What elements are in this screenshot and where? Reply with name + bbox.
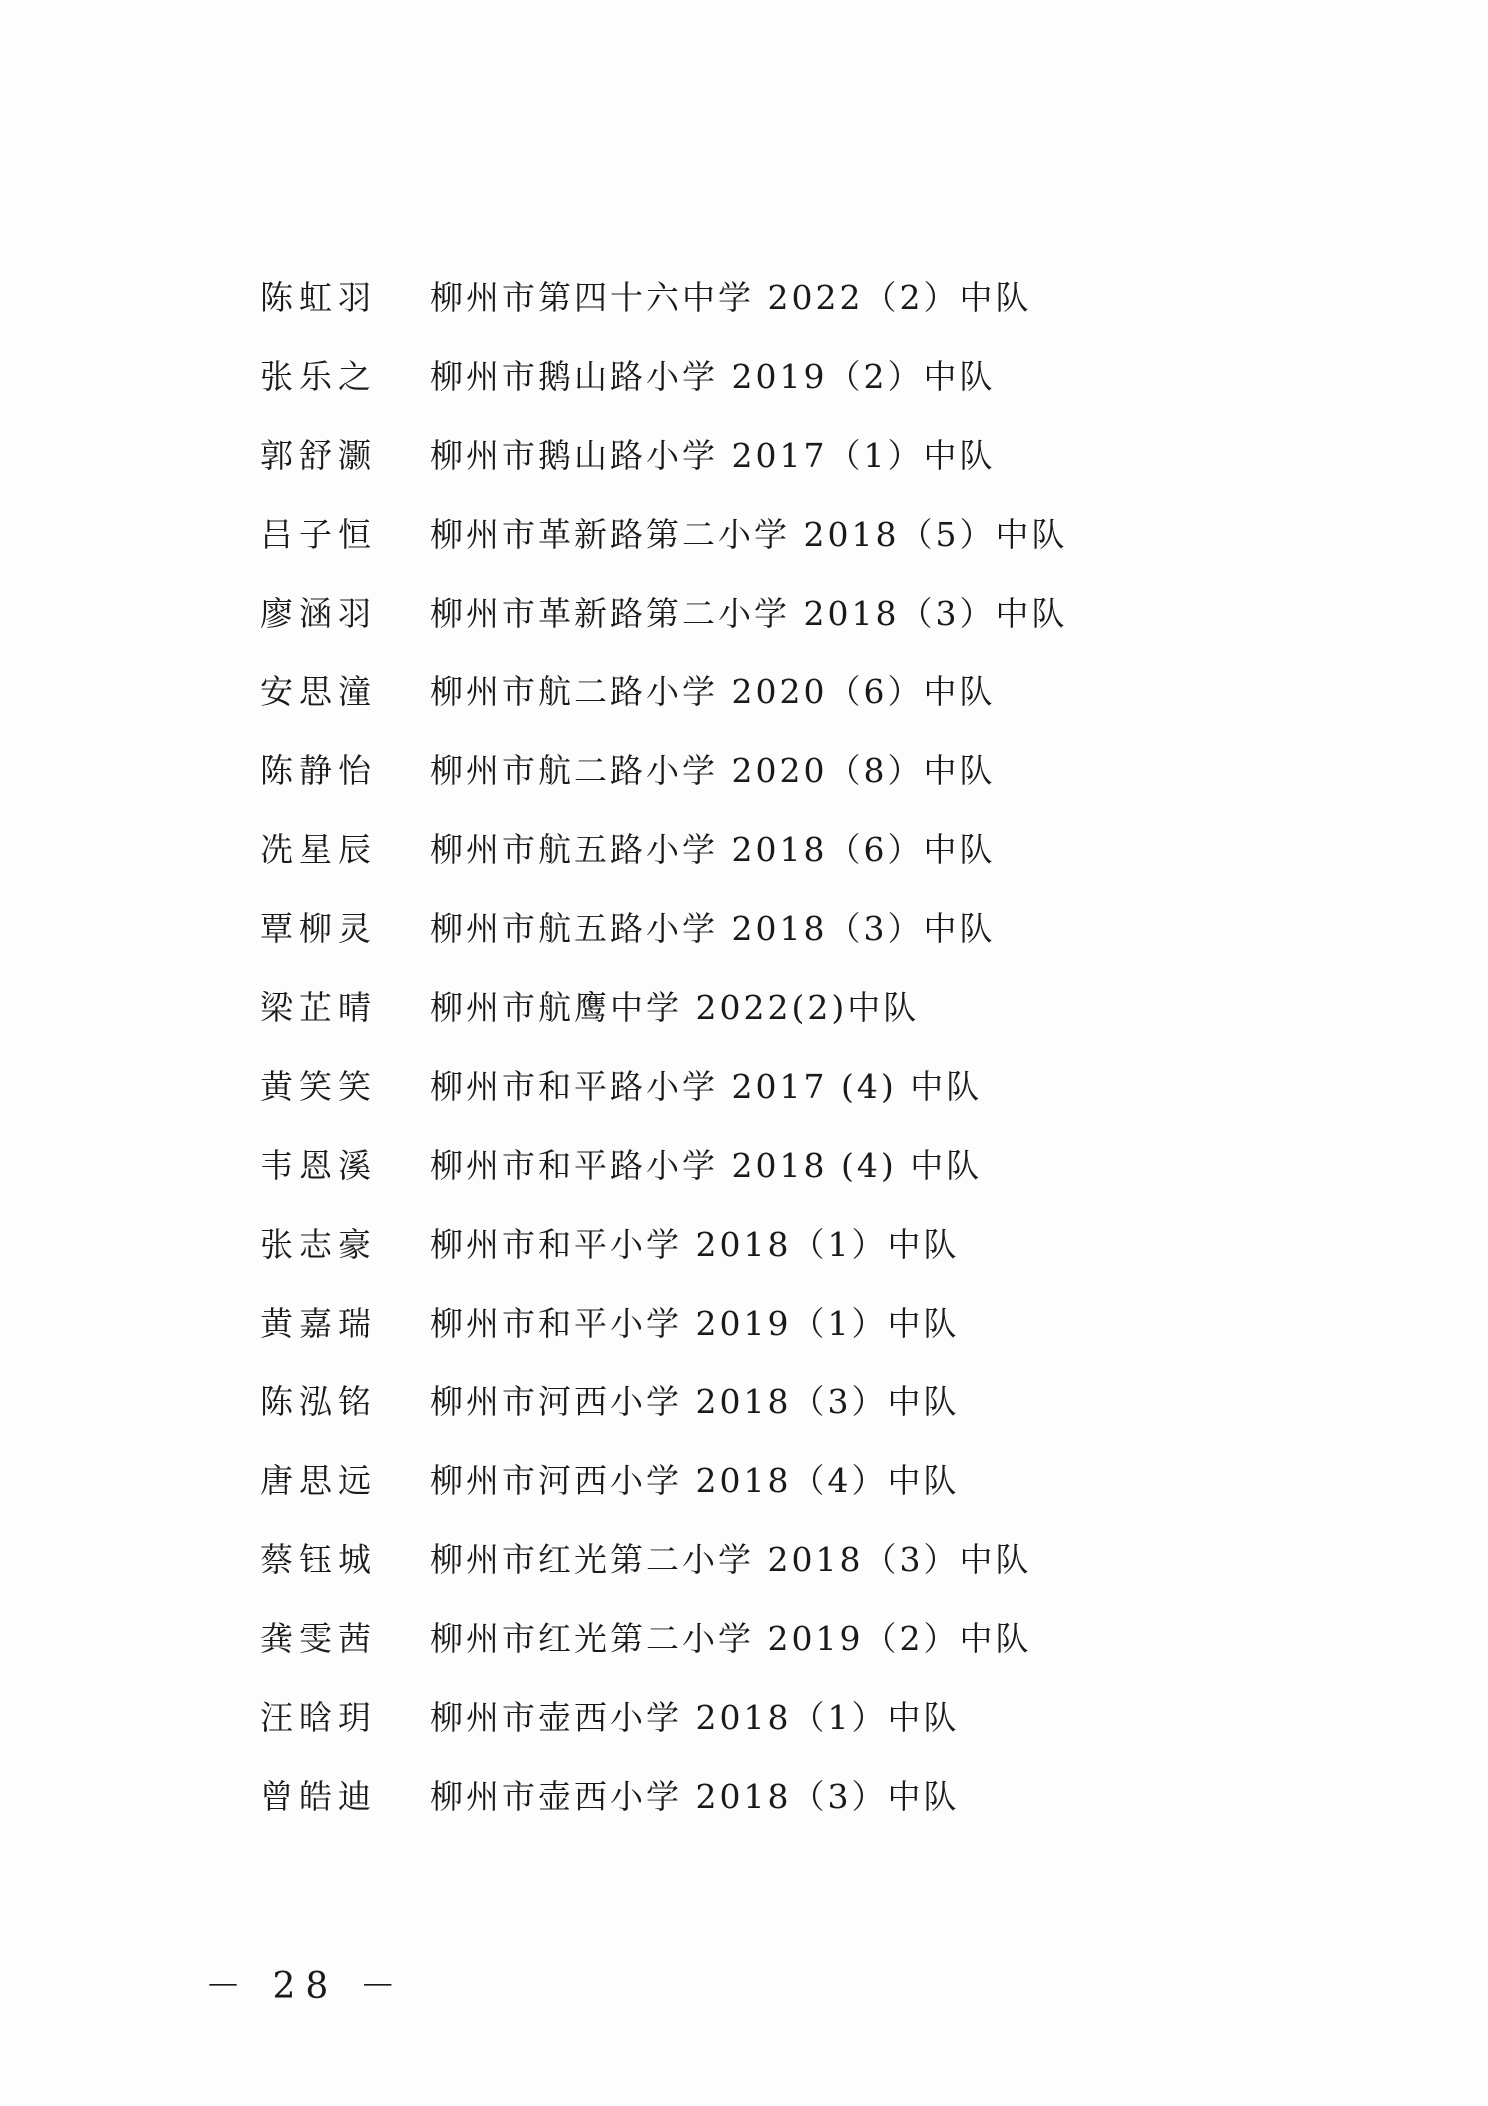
school-unit: 柳州市革新路第二小学 2018（3）中队: [430, 593, 1068, 633]
list-item: [260, 887, 1260, 966]
student-name: 吕子恒: [260, 514, 377, 554]
school-unit: 柳州市航二路小学 2020（6）中队: [430, 672, 996, 712]
school-unit: 柳州市和平小学 2018（1）中队: [430, 1224, 960, 1264]
student-name: 黄笑笑: [260, 1066, 377, 1106]
student-name: 冼星辰: [260, 830, 377, 870]
list-item: [260, 729, 1260, 808]
list-item: [260, 966, 1260, 1045]
student-name: 郭舒灏: [260, 435, 377, 475]
list-item: [260, 572, 1260, 651]
list-item: [260, 808, 1260, 887]
school-unit: 柳州市河西小学 2018（3）中队: [430, 1382, 960, 1422]
student-name: 张志豪: [260, 1224, 377, 1264]
award-list: [260, 256, 1260, 1834]
school-unit: 柳州市和平路小学 2018 (4) 中队: [430, 1145, 983, 1185]
student-name: 安思潼: [260, 672, 377, 712]
list-item: [260, 1045, 1260, 1124]
school-unit: 柳州市鹅山路小学 2019（2）中队: [430, 356, 996, 396]
school-unit: 柳州市壶西小学 2018（1）中队: [430, 1697, 960, 1737]
school-unit: 柳州市河西小学 2018（4）中队: [430, 1461, 960, 1501]
school-unit: 柳州市壶西小学 2018（3）中队: [430, 1776, 960, 1816]
student-name: 覃柳灵: [260, 909, 377, 949]
student-name: 龚雯茜: [260, 1619, 377, 1659]
student-name: 曾皓迪: [260, 1776, 377, 1816]
school-unit: 柳州市航五路小学 2018（6）中队: [430, 830, 996, 870]
list-item: [260, 1360, 1260, 1439]
student-name: 陈静怡: [260, 751, 377, 791]
list-item: [260, 256, 1260, 335]
school-unit: 柳州市红光第二小学 2019（2）中队: [430, 1619, 1032, 1659]
student-name: 唐思远: [260, 1461, 377, 1501]
student-name: 蔡钰城: [260, 1540, 377, 1580]
list-item: [260, 1124, 1260, 1203]
student-name: 廖涵羽: [260, 593, 377, 633]
list-item: [260, 1676, 1260, 1755]
list-item: [260, 335, 1260, 414]
list-item: [260, 493, 1260, 572]
school-unit: 柳州市和平路小学 2017 (4) 中队: [430, 1066, 983, 1106]
list-item: [260, 1203, 1260, 1282]
student-name: 汪晗玥: [260, 1697, 377, 1737]
student-name: 张乐之: [260, 356, 377, 396]
school-unit: 柳州市航鹰中学 2022(2)中队: [430, 987, 920, 1027]
student-name: 韦恩溪: [260, 1145, 377, 1185]
school-unit: 柳州市航二路小学 2020（8）中队: [430, 751, 996, 791]
list-item: [260, 1597, 1260, 1676]
list-item: [260, 1518, 1260, 1597]
list-item: [260, 1755, 1260, 1834]
list-item: [260, 650, 1260, 729]
page-number: － 28 －: [205, 1966, 406, 2007]
student-name: 梁芷晴: [260, 987, 377, 1027]
list-item: [260, 1439, 1260, 1518]
student-name: 陈泓铭: [260, 1382, 377, 1422]
school-unit: 柳州市第四十六中学 2022（2）中队: [430, 277, 1032, 317]
school-unit: 柳州市和平小学 2019（1）中队: [430, 1303, 960, 1343]
student-name: 陈虹羽: [260, 277, 377, 317]
list-item: [260, 414, 1260, 493]
school-unit: 柳州市航五路小学 2018（3）中队: [430, 909, 996, 949]
school-unit: 柳州市红光第二小学 2018（3）中队: [430, 1540, 1032, 1580]
school-unit: 柳州市革新路第二小学 2018（5）中队: [430, 514, 1068, 554]
student-name: 黄嘉瑞: [260, 1303, 377, 1343]
school-unit: 柳州市鹅山路小学 2017（1）中队: [430, 435, 996, 475]
list-item: [260, 1282, 1260, 1361]
